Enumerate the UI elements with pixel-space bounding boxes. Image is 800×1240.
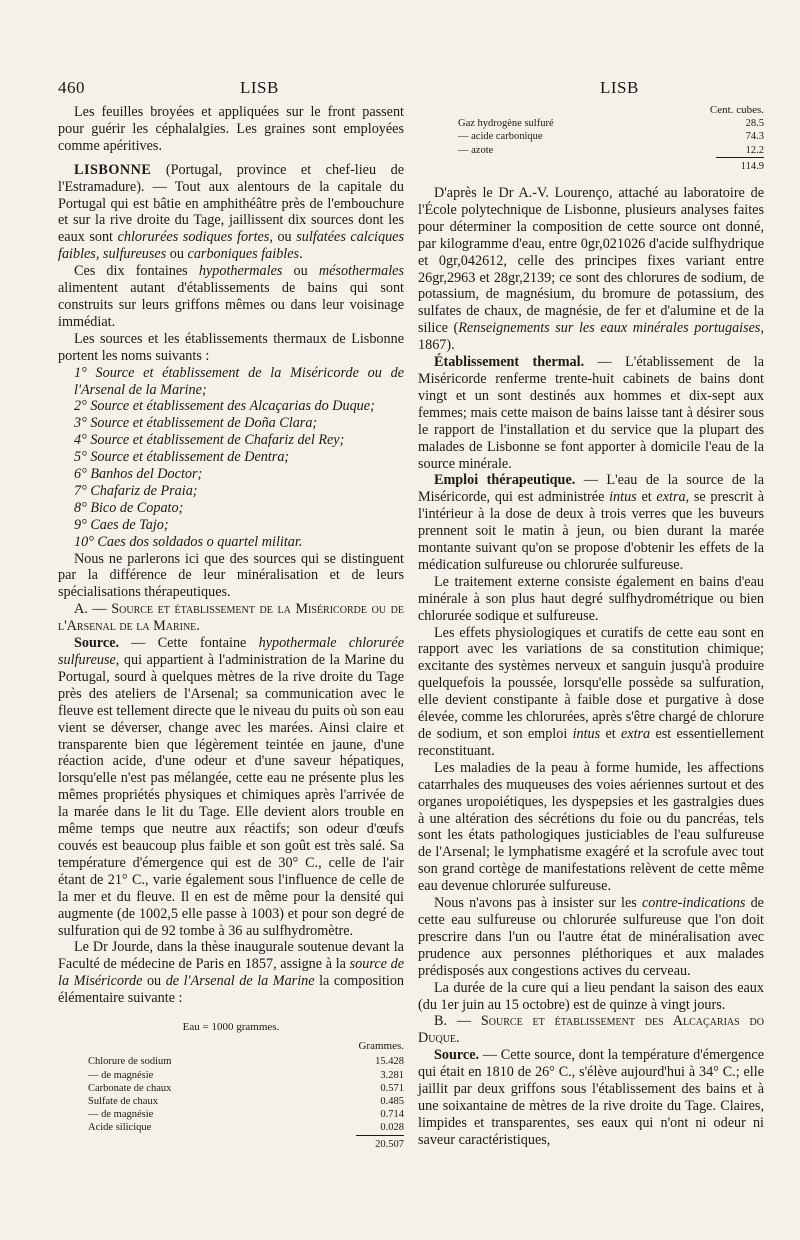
list-item: 1° Source et établissement de la Miséricorde ou de l'Arsenal de la Marine;	[74, 364, 404, 398]
source-a-paragraph: Source. — Cette fontaine hypothermale chlorurée sulfureuse, qui appartient à l'administration de la Marine du Portugal, sourd à quelques mètres de la rive droite du Tage près des ateliers de l'Arsenal; sa communication avec le fleuve est tellement directe que le niveau du puits où son eau vient se déverser, change avec les marées. Ainsi claire et transparente bien que légèrement teintée en jaune, d'une réaction acide, d'une odeur et d'une saveur hépatiques, lorsqu'elle n'est pas mélangée, cette eau ne présente plus les mêmes propriétés physiques et chimiques après l'arrivée de la marée dans le lit du Tage. Elle devient alors trouble en même temps que neutre aux réactifs; son odeur d'œufs couvés est beaucoup plus faible et son goût est très salé. Sa température d'émergence qui est de 30° C., celle de l'air étant de 21° C., varie également sous l'influence de celle de la mer et du fleuve. Il en est de même pour la densité qui augmente (de 1002,5 elle passe à 1003) et pour son degré de sulfuration qui de 92 tombe à 36 au sulfhydromètre.	[58, 635, 404, 939]
table-row: — de magnésie 0.714	[88, 1109, 404, 1121]
subheading-etablissement: Établissement thermal.	[434, 354, 585, 371]
table-row: Carbonate de chaux 0.571	[88, 1082, 404, 1094]
table-row: Sulfate de chaux 0.485	[88, 1096, 404, 1108]
list-item: 7° Chafariz de Praia;	[74, 482, 198, 499]
source-b-paragraph: Source. — Cette source, dont la température d'émergence qui était en 1810 de 26° C., s'élève aujourd'hui à 34° C.; elle jaillit par deux griffons sous l'établissement des bains et à une soixantaine de mètres de la rive droite du Tage. Claires, limpides et transparentes, ses eaux qui n'ont ni odeur ni saveur caractéristiques,	[418, 1047, 764, 1148]
left-column	[58, 104, 404, 1151]
fontaines-paragraph: Ces dix fontaines hypothermales ou mésothermales alimentent autant d'établissements de bains qui sont construits sur leurs griffons mêmes ou dans leur voisinage immédiat.	[58, 263, 405, 330]
intro-paragraph: Les feuilles broyées et appliquées sur le front passent pour guérir les céphalalgies. Les graines sont employées comme apéritives.	[58, 104, 404, 154]
subheading-source: Source.	[74, 635, 120, 652]
table-row: Chlorure de sodium 15.428	[88, 1056, 404, 1068]
table-unit: Grammes.	[358, 1040, 404, 1053]
section-heading-b: B. — Source et établissement des Alcaçarias do Duque.	[418, 1013, 764, 1047]
parlerons-paragraph: Nous ne parlerons ici que des sources qui se distinguent par la différence de leur minéralisation et de leurs spécialisations thérapeutiques.	[58, 550, 404, 601]
list-item: 8° Bico de Copato;	[74, 499, 184, 516]
table-total: 20.507	[58, 1135, 404, 1151]
gas-table-unit: Cent. cubes.	[709, 104, 764, 116]
jourde-paragraph: Le Dr Jourde, dans la thèse inaugurale soutenue devant la Faculté de médecine de Paris en 1857, assigne à la source de la Miséricorde ou de l'Arsenal de la Marine la composition élémentaire suivante :	[58, 939, 405, 1007]
section-heading-a: A. — Source et établissement de la Miséricorde ou de l'Arsenal de la Marine.	[58, 601, 404, 635]
table-row: — azote 12.2	[458, 144, 764, 156]
list-item: 10° Caes dos soldados o quartel militar.	[74, 533, 303, 550]
entry-heading-lisbonne: LISBONNE	[74, 161, 152, 178]
list-item: 9° Caes de Tajo;	[74, 516, 169, 533]
lisbonne-paragraph: LISBONNE (Portugal, province et chef-lieu de l'Estramadure). — Tout aux alentours de la capitale du Portugal qui est bâtie en amphithéâtre près de l'embouchure et sur la rive droite du Tage, jaillissent dix sources dont les eaux sont chlorurées sodiques fortes, ou sulfatées calciques faibles, sulfureuses ou carboniques faibles.	[58, 161, 404, 263]
list-item: 5° Source et établissement de Dentra;	[74, 449, 290, 466]
subheading-emploi: Emploi thérapeutique.	[434, 472, 576, 489]
table-row: — de magnésie 3.281	[88, 1069, 404, 1081]
contre-indications-paragraph: Nous n'avons pas à insister sur les contre-indications de cette eau sulfureuse ou chlorurée sulfureuse que l'on doit prescrire dans l'un ou l'autre état de minéralisation avec prudence aux personnes pléthoriques et aux malades prédisposés aux congestions actives du cerveau.	[418, 895, 764, 979]
list-item: 3° Source et établissement de Doña Clara;	[74, 415, 318, 432]
emploi-paragraph: Emploi thérapeutique. — L'eau de la source de la Miséricorde, qui est administrée intus et extra, se prescrit à l'intérieur à la dose de deux à trois verres que les buveurs prennent soit le matin à jeun, ou bien durant la marée montante suivant qu'on se propose d'obtenir les effets de la médication sulfureuse ou chlorurée sulfureuse.	[418, 472, 764, 573]
duree-paragraph: La durée de la cure qui a lieu pendant la saison des eaux (du 1er juin au 15 octobre) est de quinze à vingt jours.	[418, 979, 764, 1013]
list-item: 2° Source et établissement des Alcaçarias do Duque;	[74, 398, 375, 415]
traitement-paragraph: Le traitement externe consiste également en bains d'eau minérale à son plus haut degré sulfhydrométrique ou bien chlorurée sodique et sulfureuse.	[418, 573, 764, 624]
sources-intro-paragraph: Les sources et les établissements thermaux de Lisbonne portent les noms suivants :	[58, 330, 404, 364]
running-head-right: LISB	[600, 78, 639, 97]
gas-table	[418, 104, 764, 173]
table-caption: Eau = 1000 grammes.	[182, 1021, 280, 1034]
lourenco-paragraph: D'après le Dr A.-V. Lourenço, attaché au laboratoire de l'École polytechnique de Lisbonne, plusieurs analyses faites pour déterminer la composition de cette source ont donné, par kilogramme d'eau, entre 0gr,021026 d'acide sulfhydrique et 0gr,042612, celle des principes fixes variant entre 26gr,2963 et 28gr,2139; ce sont des chlorures de sodium, de potassium, de magnésium, du bromure de potassium, des sulfates de chaux, de magnésie, de fer et d'alumine et de la silice (Renseignements sur les eaux minérales portugaises, 1867).	[418, 185, 765, 354]
subheading-source: Source.	[434, 1047, 480, 1064]
effets-paragraph: Les effets physiologiques et curatifs de cette eau sont en rapport avec les variations de sa constitution chimique; excitante des systèmes nerveux et sanguin jusqu'à produire quelquefois la poussée, lorsqu'elle possède sa sulfuration, elle devient constipante à faible dose et purgative à dose élevée, comme les chlorurées, après s'être chargé de chlorure de sodium, et son emploi intus et extra est essentiellement reconstituant.	[418, 624, 764, 759]
etablissement-paragraph: Établissement thermal. — L'établissement de la Miséricorde renferme trente-huit cabinets de bains dont vingt et un sont destinés aux hommes et dix-sept aux femmes; mais cette maison de bains laisse tant à désirer sous le rapport de l'installation et du service que la plupart des malades de Lisbonne se font apporter à domicile l'eau de la source minérale.	[418, 354, 764, 472]
running-head-left: LISB	[240, 78, 279, 97]
gas-table-total: 114.9	[418, 157, 764, 173]
right-column	[418, 104, 764, 1149]
table-row: Gaz hydrogène sulfuré 28.5	[458, 118, 764, 130]
table-row: — acide carbonique 74.3	[458, 131, 764, 143]
list-item: 4° Source et établissement de Chafariz del Rey;	[74, 432, 345, 449]
page-number: 460	[58, 78, 85, 97]
list-item: 6° Banhos del Doctor;	[74, 466, 203, 483]
maladies-paragraph: Les maladies de la peau à forme humide, les affections catarrhales des muqueuses des voies aériennes surtout et des organes uropoiétiques, les dyspepsies et les gastralgies dues à une altération des sécrétions du foie ou du pancréas, tels sont les états pathologiques justiciables de l'eau sulfureuse de l'Arsenal; le lymphatisme exagéré et la scrofule avec tout son grand cortège de manifestations relèvent de cette même eau devenue chlorurée sulfureuse.	[418, 759, 764, 895]
composition-table	[58, 1021, 404, 1151]
table-row: Acide silicique 0.028	[88, 1122, 404, 1134]
sources-list	[58, 365, 404, 551]
